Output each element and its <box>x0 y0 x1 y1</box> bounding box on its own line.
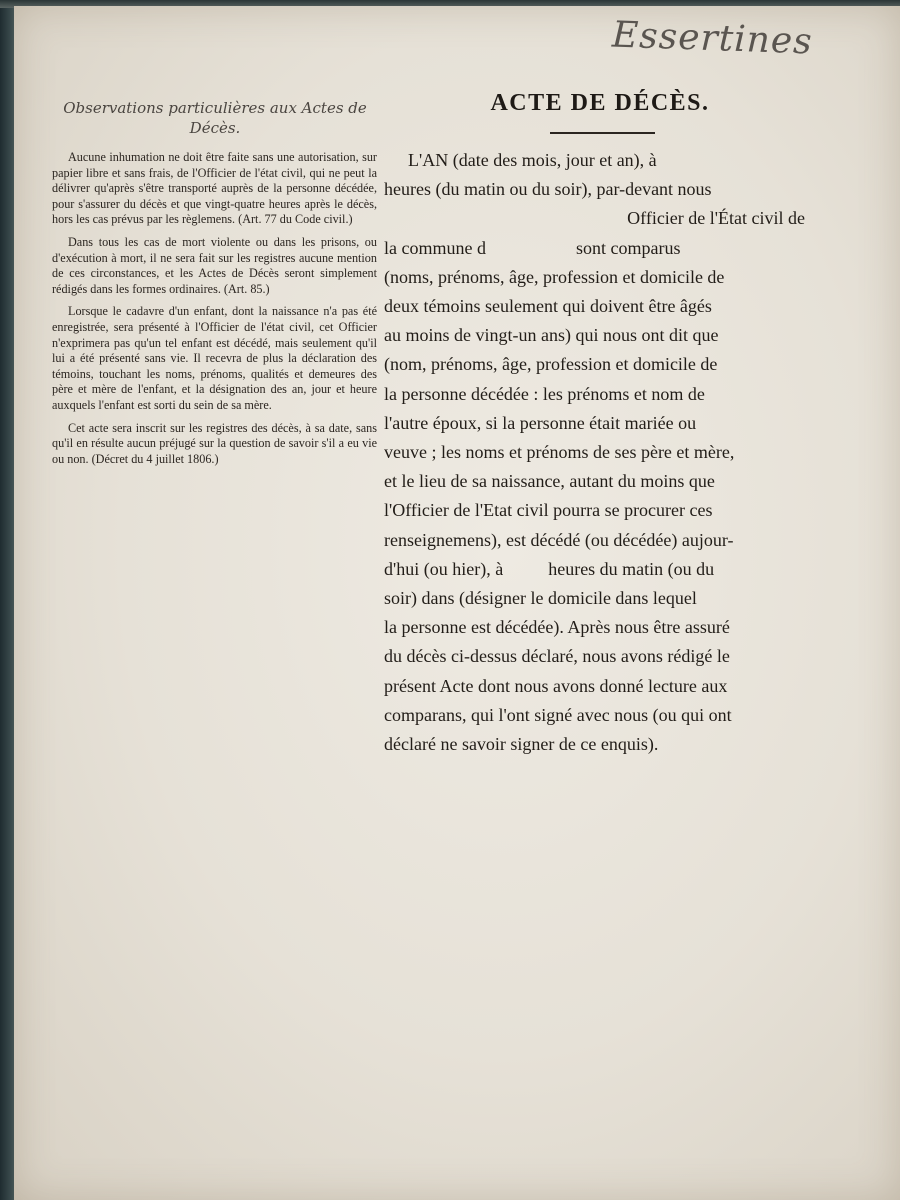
act-line: la commune d sont comparus <box>384 237 681 258</box>
act-line: la personne est décédée). Après nous être assuré <box>384 617 730 638</box>
act-title: ACTE DE DÉCÈS. <box>490 90 710 116</box>
observation-paragraph: Dans tous les cas de mort violente ou dans les prisons, ou d'exécution à mort, il ne sera fait sur les registres aucune mention de ces circonstances, et les Actes de Décès seront simplement rédigés dans les formes ordinaires. (Art. 85.) <box>52 234 377 296</box>
act-line: et le lieu de sa naissance, autant du moins que <box>384 471 715 492</box>
act-line: déclaré ne savoir signer de ce enquis). <box>384 734 659 754</box>
observation-paragraph: Cet acte sera inscrit sur les registres des décès, à sa date, sans qu'il en résulte aucun préjugé sur la question de savoir s'il a eu vie ou non. (Décret du 4 juillet 1806.) <box>52 420 377 466</box>
act-line: d'hui (ou hier), à heures du matin (ou du <box>384 558 715 579</box>
sidebar-observations <box>52 150 377 474</box>
act-line: comparans, qui l'ont signé avec nous (ou qui ont <box>384 704 732 725</box>
act-line: renseignemens), est décédé (ou décédée) aujour- <box>384 529 734 550</box>
act-line: l'Officier de l'Etat civil pourra se procurer ces <box>384 500 713 521</box>
act-line: L'AN (date des mois, jour et an), à <box>408 150 657 170</box>
handwritten-annotation: Essertines <box>611 14 814 63</box>
sidebar-title: Observations particulières aux Actes de Décès. <box>63 99 367 137</box>
act-line: heures (du matin ou du soir), par-devant nous <box>384 179 712 200</box>
act-line: au moins de vingt-un ans) qui nous ont dit que <box>384 325 719 346</box>
act-line: présent Acte dont nous avons donné lecture aux <box>384 675 728 696</box>
act-line: (nom, prénoms, âge, profession et domicile de <box>384 354 718 375</box>
act-line: l'autre époux, si la personne était mariée ou <box>384 412 697 433</box>
observation-paragraph: Lorsque le cadavre d'un enfant, dont la naissance n'a pas été enregistrée, sera présenté à l'Officier de l'état civil, cet Officier n'exprimera pas qu'un tel enfant est décédé, mais seulement qu'il lui a été présenté sans vie. Il recevra de plus la déclaration des témoins, touchant les noms, prénoms, qualités et demeures des père et mère de l'enfant, et la désignation des an, jour et heure auxquels l'enfant est sorti du sein de sa mère. <box>52 304 377 412</box>
act-line: (noms, prénoms, âge, profession et domicile de <box>384 266 725 287</box>
act-line: soir) dans (désigner le domicile dans lequel <box>384 588 697 608</box>
act-line: du décès ci-dessus déclaré, nous avons rédigé le <box>384 646 730 667</box>
act-line: Officier de l'État civil de <box>627 208 805 229</box>
act-line: la personne décédée : les prénoms et nom de <box>384 383 705 404</box>
act-line: veuve ; les noms et prénoms de ses père et mère, <box>384 442 735 462</box>
observation-paragraph: Aucune inhumation ne doit être faite sans une autorisation, sur papier libre et sans frais, de l'Officier de l'état civil, qui ne peut la délivrer qu'après s'être transporté auprès de la personne décédée, pour s'assurer du décès et que vingt-quatre heures après le décès, hors les cas prévus par les règlemens. (Art. 77 du Code civil.) <box>52 150 377 227</box>
title-underline <box>550 132 655 134</box>
act-line: deux témoins seulement qui doivent être âgés <box>384 296 712 316</box>
